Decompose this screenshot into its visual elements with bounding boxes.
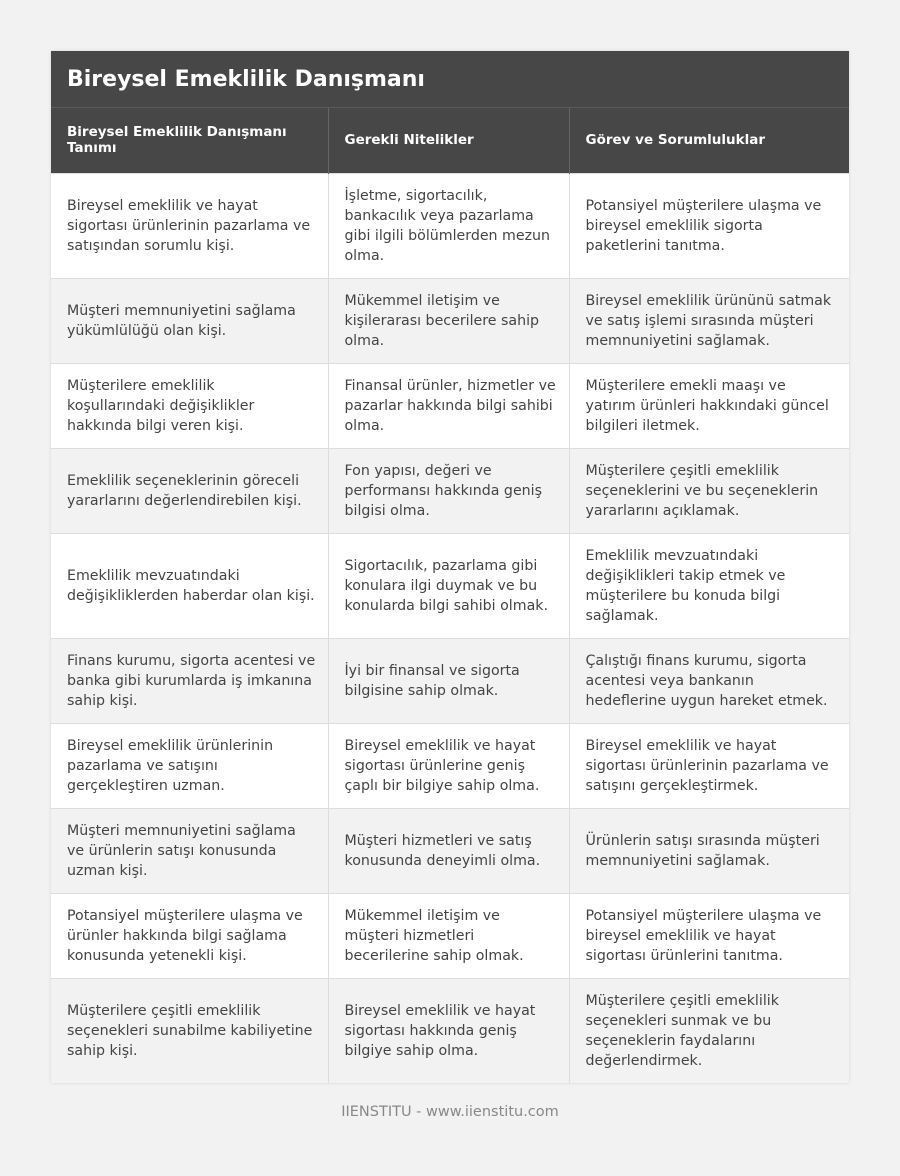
table-cell: Bireysel emeklilik ve hayat sigortası ürünlerine geniş çaplı bir bilgiye sahip olma. [328, 723, 569, 808]
table-cell: Müşterilere emeklilik koşullarındaki değişiklikler hakkında bilgi veren kişi. [51, 363, 328, 448]
table-row [51, 808, 849, 893]
table-cell: Müşterilere çeşitli emeklilik seçeneklerini ve bu seçeneklerin yararlarını açıklamak. [569, 448, 849, 533]
table-cell: Bireysel emeklilik ve hayat sigortası ürünlerinin pazarlama ve satışından sorumlu kişi. [51, 173, 328, 278]
table-cell: Bireysel emeklilik ürünlerinin pazarlama ve satışını gerçekleştiren uzman. [51, 723, 328, 808]
table-row [51, 723, 849, 808]
table-cell: Müşterilere emekli maaşı ve yatırım ürünleri hakkındaki güncel bilgileri iletmek. [569, 363, 849, 448]
table-cell: Sigortacılık, pazarlama gibi konulara ilgi duymak ve bu konularda bilgi sahibi olmak. [328, 533, 569, 638]
table-row [51, 173, 849, 278]
table-cell: İşletme, sigortacılık, bankacılık veya pazarlama gibi ilgili bölümlerden mezun olma. [328, 173, 569, 278]
table-cell: Finansal ürünler, hizmetler ve pazarlar hakkında bilgi sahibi olma. [328, 363, 569, 448]
table-cell: Mükemmel iletişim ve kişilerarası becerilere sahip olma. [328, 278, 569, 363]
table-row [51, 893, 849, 978]
table-cell: Bireysel emeklilik ürününü satmak ve satış işlemi sırasında müşteri memnuniyetini sağlamak. [569, 278, 849, 363]
table-row [51, 978, 849, 1083]
table-row [51, 363, 849, 448]
footer-credit: IIENSTITU - www.iienstitu.com [341, 1104, 559, 1120]
table-cell: Emeklilik mevzuatındaki değişikliklerden haberdar olan kişi. [51, 533, 328, 638]
table-cell: Müşteri memnuniyetini sağlama ve ürünlerin satışı konusunda uzman kişi. [51, 808, 328, 893]
table-row [51, 278, 849, 363]
table-cell: Bireysel emeklilik ve hayat sigortası hakkında geniş bilgiye sahip olma. [328, 978, 569, 1083]
column-header-definition: Bireysel Emeklilik Danışmanı Tanımı [51, 108, 328, 173]
table-cell: Müşterilere çeşitli emeklilik seçenekleri sunmak ve bu seçeneklerin faydalarını değerlendirmek. [569, 978, 849, 1083]
table-cell: Müşterilere çeşitli emeklilik seçenekleri sunabilme kabiliyetine sahip kişi. [51, 978, 328, 1083]
table-cell: Potansiyel müşterilere ulaşma ve ürünler hakkında bilgi sağlama konusunda yetenekli kişi. [51, 893, 328, 978]
table-cell: Müşteri memnuniyetini sağlama yükümlülüğü olan kişi. [51, 278, 328, 363]
column-header-duties: Görev ve Sorumluluklar [569, 108, 849, 173]
page-title: Bireysel Emeklilik Danışmanı [51, 51, 849, 108]
table-cell: Emeklilik seçeneklerinin göreceli yararlarını değerlendirebilen kişi. [51, 448, 328, 533]
table-cell: Potansiyel müşterilere ulaşma ve bireysel emeklilik sigorta paketlerini tanıtma. [569, 173, 849, 278]
table-row [51, 533, 849, 638]
table-row [51, 448, 849, 533]
table-cell: Potansiyel müşterilere ulaşma ve bireysel emeklilik ve hayat sigortası ürünlerini tanıtma. [569, 893, 849, 978]
table-cell: Emeklilik mevzuatındaki değişiklikleri takip etmek ve müşterilere bu konuda bilgi sağlamak. [569, 533, 849, 638]
table-header-row [51, 108, 849, 173]
info-card [51, 51, 849, 1083]
table-cell: İyi bir finansal ve sigorta bilgisine sahip olmak. [328, 638, 569, 723]
table-cell: Bireysel emeklilik ve hayat sigortası ürünlerinin pazarlama ve satışını gerçekleştirmek. [569, 723, 849, 808]
table-cell: Finans kurumu, sigorta acentesi ve banka gibi kurumlarda iş imkanına sahip kişi. [51, 638, 328, 723]
info-table [51, 108, 849, 1083]
column-header-qualifications: Gerekli Nitelikler [328, 108, 569, 173]
table-cell: Müşteri hizmetleri ve satış konusunda deneyimli olma. [328, 808, 569, 893]
table-cell: Mükemmel iletişim ve müşteri hizmetleri becerilerine sahip olmak. [328, 893, 569, 978]
table-cell: Ürünlerin satışı sırasında müşteri memnuniyetini sağlamak. [569, 808, 849, 893]
table-cell: Çalıştığı finans kurumu, sigorta acentesi veya bankanın hedeflerine uygun hareket etmek. [569, 638, 849, 723]
table-cell: Fon yapısı, değeri ve performansı hakkında geniş bilgisi olma. [328, 448, 569, 533]
table-row [51, 638, 849, 723]
